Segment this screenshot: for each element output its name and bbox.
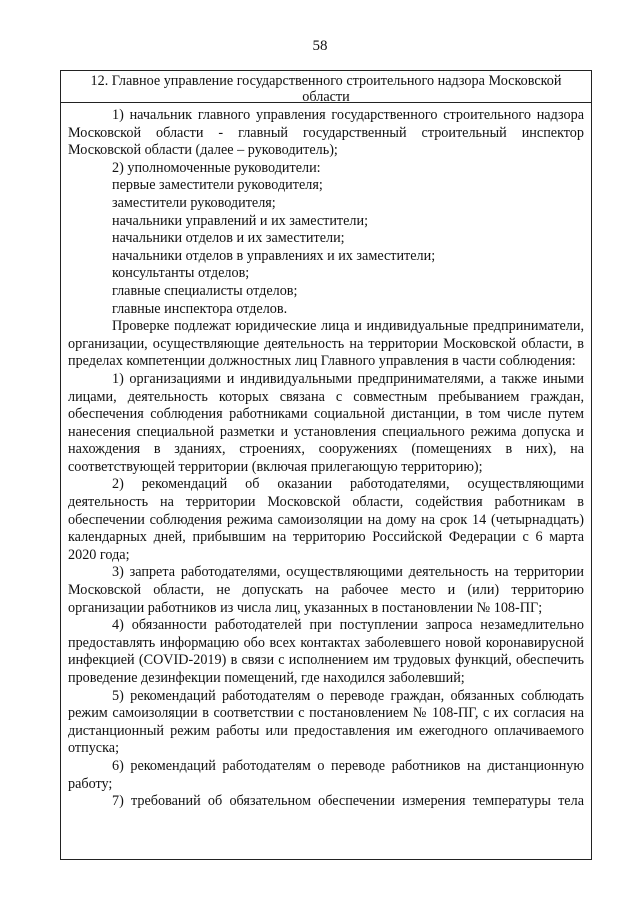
inspection-intro: Проверке подлежат юридические лица и индивидуальные предприниматели, организации, осуществляющие деятельность на территории Московской области, в пределах компетенции должностных лиц Главного управления в части соблюдения: [68,318,584,370]
list-item: консультанты отделов; [112,265,250,282]
authorized-title: 2) уполномоченные руководители: [112,159,321,176]
compliance-item: 7) требований об обязательном обеспечении измерения температуры тела [112,793,584,810]
list-item: заместители руководителя; [112,194,276,211]
compliance-item: 3) запрета работодателями, осуществляющими деятельность на территории Московской области, не допускать на рабочее место и (или) территорию организации работников из числа лиц, указанных в постановлении № 108-ПГ; [68,564,584,616]
compliance-item: 4) обязанности работодателей при поступлении запроса незамедлительно предоставлять информацию обо всех контактах заболевшего новой коронавирусной инфекцией (COVID-2019) в связи с исполнением им трудовых функций, обеспечить проведение дезинфекции помещений, где находился заболевший; [68,617,584,686]
page-number: 58 [312,38,328,54]
officials-intro: 1) начальник главного управления государственного строительного надзора Московской области - главный государственный строительный инспектор Московской области (далее – руководитель); [68,107,584,159]
document-table [60,70,592,860]
authorized-list [68,177,584,318]
section-header: 12. Главное управление государственного строительного надзора Московской области [61,71,591,103]
compliance-item: 1) организациями и индивидуальными предпринимателями, а также иными лицами, деятельность которых связана с совместным пребыванием граждан, обеспечения соблюдения работниками социальной дистанции, в том числе путем нанесения специальной разметки и установления специального режима допуска и нахождения в зданиях, строениях, сооружениях (помещениях в них), на соответствующей территории (включая прилегающую территорию); [68,370,584,475]
list-item: главные специалисты отделов; [112,282,298,299]
compliance-item: 6) рекомендаций работодателям о переводе работников на дистанционную работу; [68,757,584,792]
section-body [61,103,591,811]
compliance-item: 5) рекомендаций работодателям о переводе граждан, обязанных соблюдать режим самоизоляции в соответствии с постановлением № 108-ПГ, с их согласия на дистанционный режим работы или предоставления им ежегодного оплачиваемого отпуска; [68,687,584,757]
list-item: главные инспектора отделов. [112,300,288,317]
compliance-item: 2) рекомендаций об оказании работодателями, осуществляющими деятельность на территории Московской области, содействия работникам в обеспечении соблюдения режима самоизоляции на дому на срок 14 (четырнадцать) календарных дней, прибывшим на территорию Российской Федерации с 6 марта 2020 года; [68,476,584,563]
list-item: начальники управлений и их заместители; [112,212,369,229]
list-item: начальники отделов в управлениях и их заместители; [112,247,436,264]
list-item: первые заместители руководителя; [112,177,323,194]
compliance-list [68,371,584,811]
list-item: начальники отделов и их заместители; [112,230,345,247]
